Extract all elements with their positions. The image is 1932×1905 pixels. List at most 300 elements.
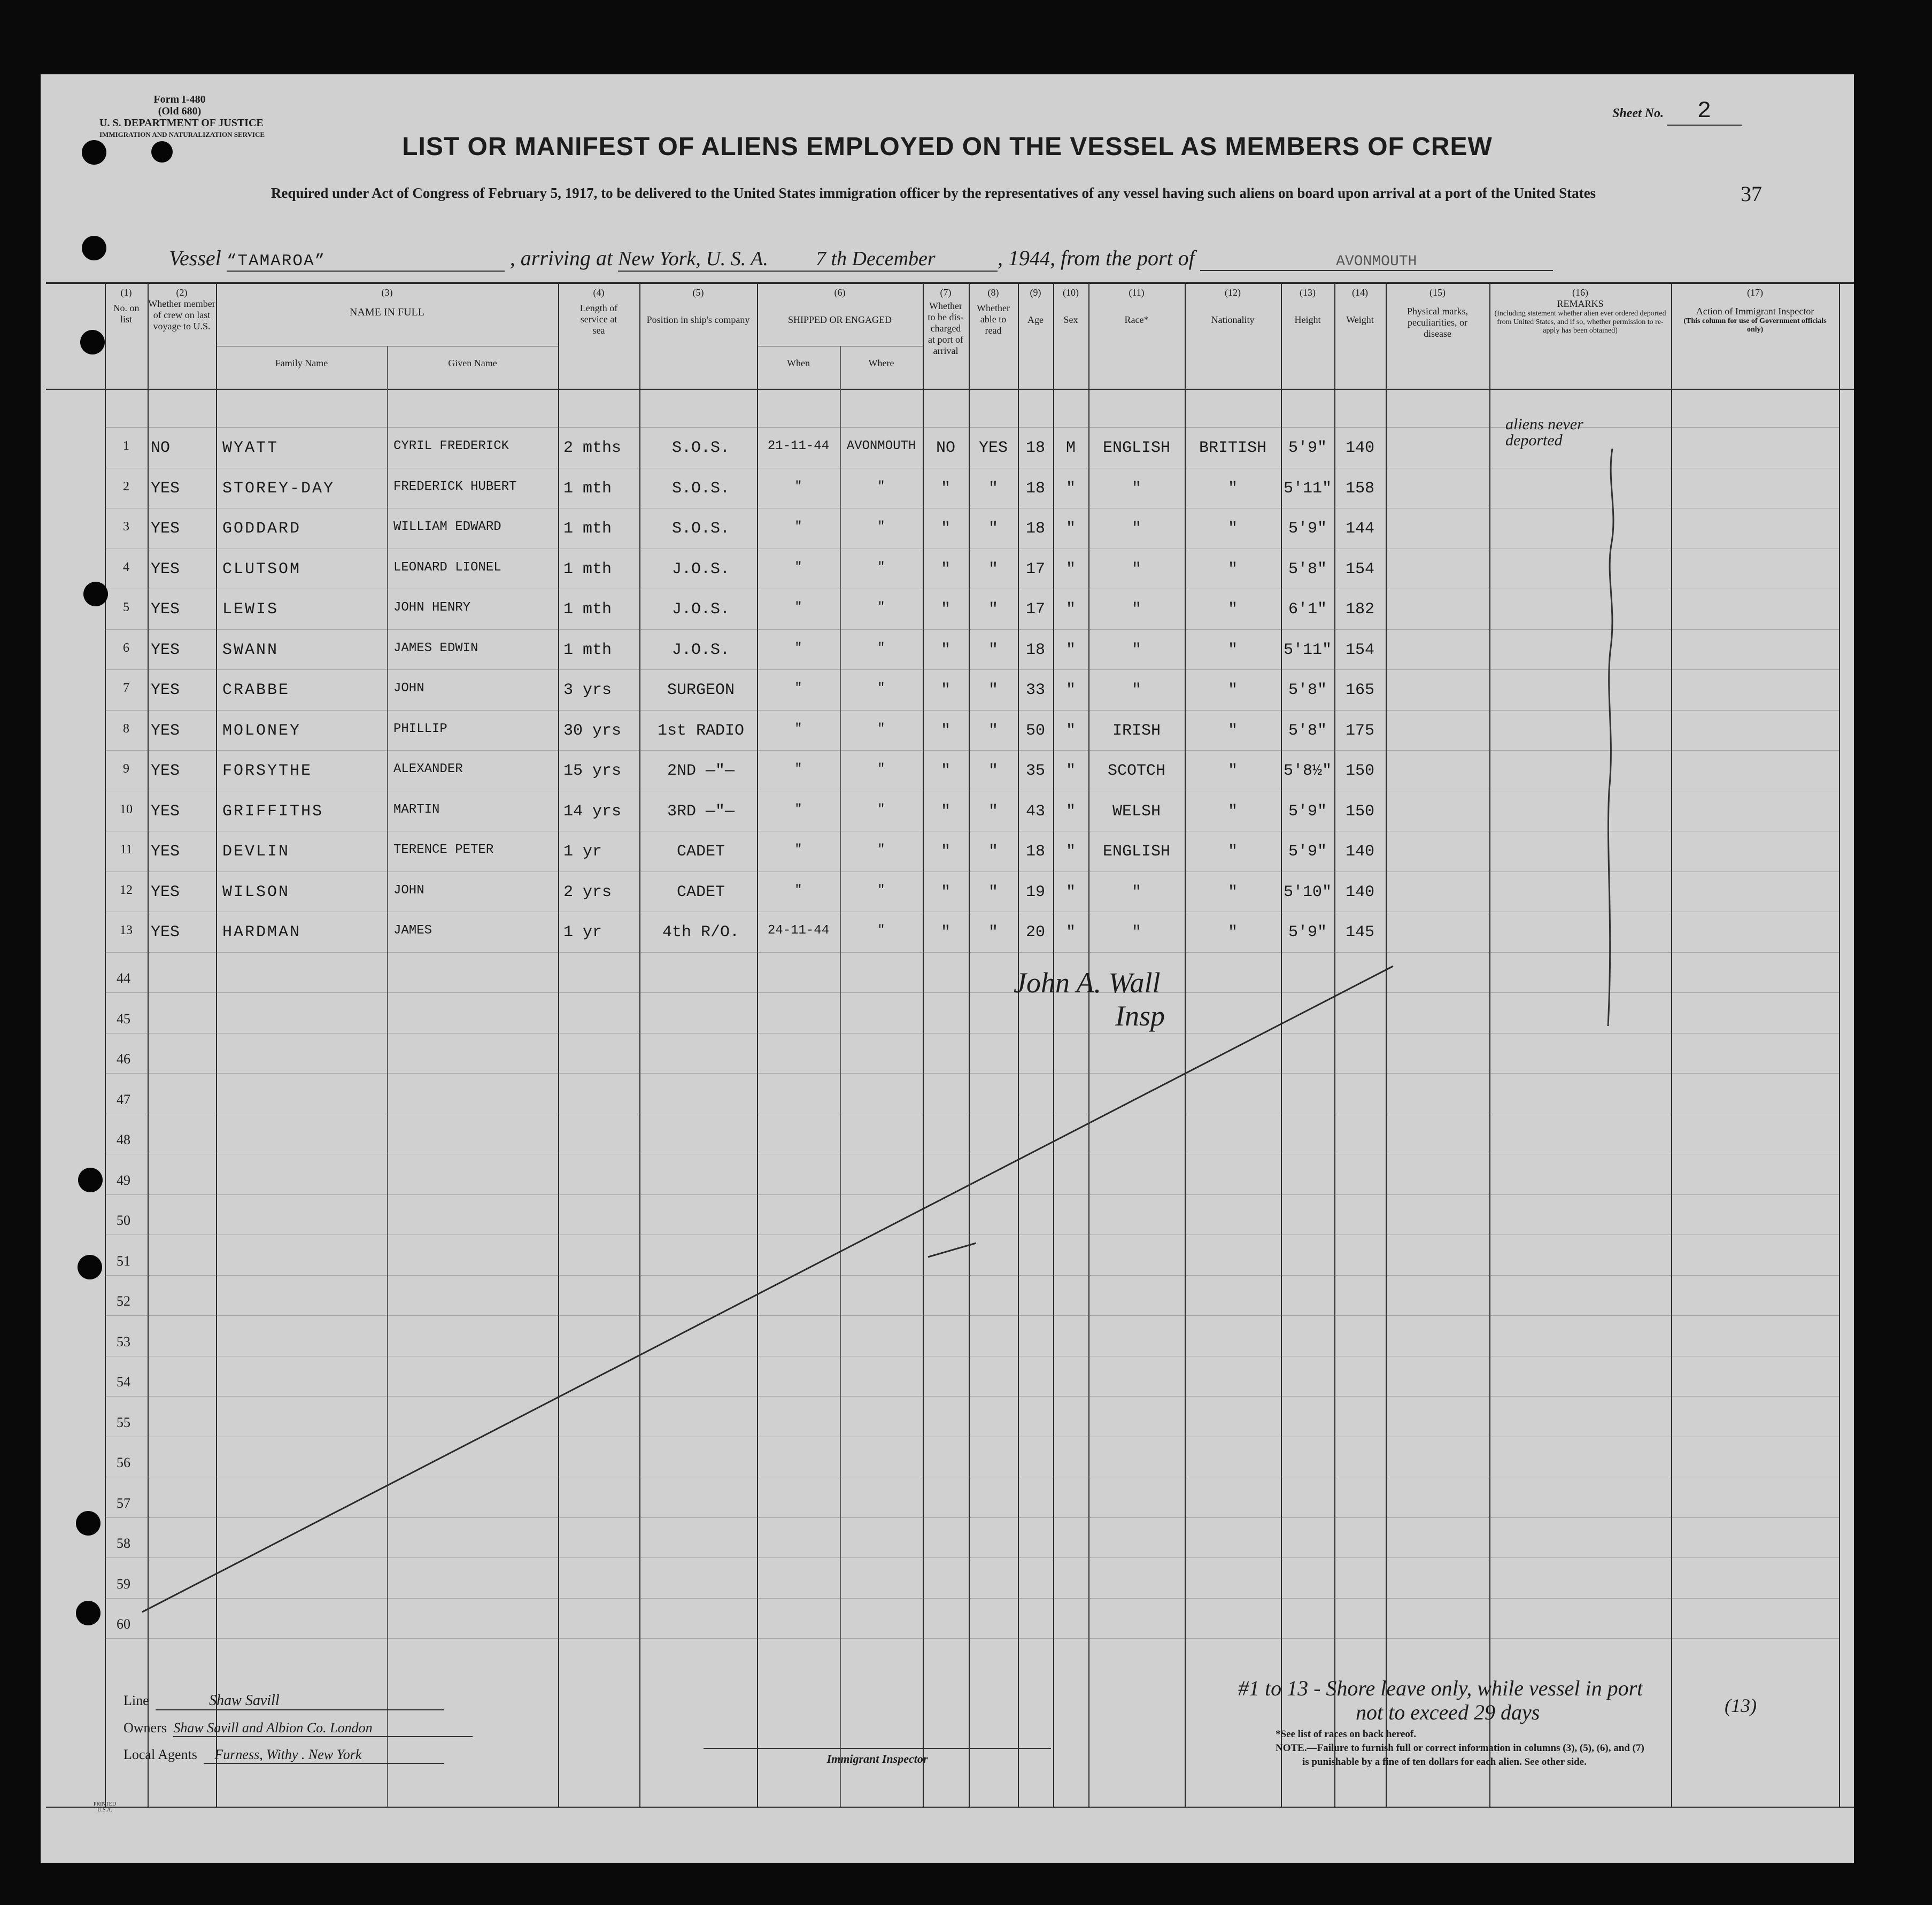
cell-height: 5'11" — [1283, 641, 1332, 659]
header-col13-num: (13) — [1300, 287, 1316, 298]
header-col14-num: (14) — [1352, 287, 1368, 298]
empty-row-number: 48 — [117, 1132, 130, 1147]
cell-prev: YES — [151, 722, 180, 740]
cell-discharge: NO — [936, 439, 955, 457]
cell-discharge: " — [940, 883, 950, 901]
cancel-line — [41, 74, 1854, 1863]
cell-age: 18 — [1025, 480, 1045, 498]
cell-family: STOREY-DAY — [222, 480, 335, 498]
cell-read: YES — [978, 439, 1008, 457]
cell-no: 13 — [120, 923, 133, 937]
cell-read: " — [988, 722, 998, 740]
shore-leave-count: (13) — [1725, 1695, 1757, 1716]
empty-row-number: 45 — [117, 1011, 130, 1027]
punch-hole — [151, 141, 173, 163]
cell-read: " — [988, 520, 998, 538]
cell-family: DEVLIN — [222, 843, 290, 861]
cell-position: CADET — [676, 843, 725, 861]
header-col11-num: (11) — [1129, 287, 1145, 298]
cell-age: 33 — [1025, 681, 1045, 699]
header-col1-label: No. on list — [113, 303, 140, 325]
cell-height: 5'8½" — [1283, 762, 1332, 780]
header-col10-num: (10) — [1063, 287, 1079, 298]
agents-value: Furness, Withy . New York — [204, 1747, 444, 1764]
cell-prev: YES — [151, 923, 180, 942]
cell-height: 5'8" — [1288, 681, 1327, 699]
cell-family: HARDMAN — [222, 923, 302, 942]
cell-when: " — [794, 641, 802, 655]
cell-nationality: " — [1227, 681, 1238, 699]
form-service: IMMIGRATION AND NATURALIZATION SERVICE — [99, 130, 265, 138]
vessel-label: Vessel — [169, 246, 221, 270]
cell-weight: 158 — [1345, 480, 1374, 498]
empty-row-number: 47 — [117, 1092, 130, 1107]
cell-weight: 140 — [1345, 439, 1374, 457]
cell-family: FORSYTHE — [222, 762, 313, 780]
cell-nationality: " — [1227, 803, 1238, 821]
cell-sex: " — [1065, 883, 1076, 901]
year-prefix: , 19 — [998, 246, 1030, 270]
cell-weight: 140 — [1345, 883, 1374, 901]
cell-height: 5'9" — [1288, 439, 1327, 457]
cell-read: " — [988, 600, 998, 619]
empty-row-number: 49 — [117, 1173, 130, 1188]
cell-nationality: " — [1227, 923, 1238, 942]
cell-discharge: " — [940, 560, 950, 579]
cell-when: 21-11-44 — [767, 439, 830, 453]
cell-service: 1 yr — [563, 843, 602, 861]
cell-position: J.O.S. — [671, 641, 730, 659]
cell-position: CADET — [676, 883, 725, 901]
cell-where: " — [877, 923, 885, 938]
cell-height: 5'11" — [1283, 480, 1332, 498]
arriving-date: 7 th December — [800, 247, 998, 272]
cell-where: AVONMOUTH — [846, 439, 916, 453]
cell-given: TERENCE PETER — [393, 843, 494, 857]
cell-discharge: " — [940, 762, 950, 780]
cell-sex: " — [1065, 722, 1076, 740]
cell-nationality: " — [1227, 722, 1238, 740]
cell-family: SWANN — [222, 641, 279, 659]
cell-weight: 145 — [1345, 923, 1374, 942]
cell-when: " — [794, 883, 802, 898]
header-col15-num: (15) — [1429, 287, 1446, 298]
cell-sex: " — [1065, 681, 1076, 699]
cell-where: " — [877, 762, 885, 776]
cell-nationality: " — [1227, 480, 1238, 498]
header-col17-label: Action of Immigrant Inspector — [1696, 306, 1814, 317]
empty-row-number: 58 — [117, 1536, 130, 1551]
cell-when: 24-11-44 — [767, 923, 830, 938]
cell-service: 30 yrs — [563, 722, 622, 740]
empty-row-number: 55 — [117, 1415, 130, 1430]
punch-hole — [78, 1255, 102, 1279]
cell-service: 2 mths — [563, 439, 622, 457]
header-col5-label: Position in ship's company — [646, 314, 750, 325]
agents-label: Local Agents — [123, 1747, 197, 1762]
cell-service: 2 yrs — [563, 883, 612, 901]
from-port: AVONMOUTH — [1200, 253, 1553, 271]
footer-agents — [123, 1747, 444, 1764]
header-col8-num: (8) — [987, 287, 999, 298]
header-col17-num: (17) — [1747, 287, 1763, 298]
header-col6-label: SHIPPED OR ENGAGED — [787, 314, 892, 325]
empty-row-number: 52 — [117, 1293, 130, 1309]
cell-where: " — [877, 883, 885, 898]
cell-given: CYRIL FREDERICK — [393, 439, 509, 453]
cell-no: 11 — [120, 843, 133, 857]
cell-when: " — [794, 803, 802, 817]
cell-given: WILLIAM EDWARD — [393, 520, 501, 534]
penalty-note-2: is punishable by a fine of ten dollars for each alien. See other side. — [1302, 1756, 1587, 1768]
cell-family: MOLONEY — [222, 722, 302, 740]
header-col6b: Where — [868, 358, 894, 368]
punch-hole — [82, 140, 106, 165]
cell-no: 4 — [123, 560, 129, 574]
requirement-text: Required under Act of Congress of February 5, 1917, to be delivered to the United States immigration officer by the representatives of any vessel having such aliens on board upon arrival at a port of the United States — [271, 185, 1596, 201]
cell-service: 1 mth — [563, 600, 612, 619]
cell-when: " — [794, 843, 802, 857]
header-col16-label: REMARKS — [1557, 298, 1604, 309]
cell-prev: YES — [151, 883, 180, 901]
cell-where: " — [877, 600, 885, 615]
cell-family: WYATT — [222, 439, 279, 457]
cell-where: " — [877, 803, 885, 817]
remarks-note: aliens never deported — [1505, 415, 1583, 449]
cell-height: 6'1" — [1288, 600, 1327, 619]
cell-weight: 154 — [1345, 560, 1374, 579]
inspector-signature: John A. Wall — [1014, 967, 1161, 999]
owners-label: Owners — [123, 1720, 167, 1736]
cell-where: " — [877, 722, 885, 736]
cell-service: 1 yr — [563, 923, 602, 942]
cell-position: J.O.S. — [671, 560, 730, 579]
cell-weight: 144 — [1345, 520, 1374, 538]
see-list-note: *See list of races on back hereof. — [1276, 1729, 1416, 1740]
manifest-sheet — [41, 74, 1854, 1863]
cell-discharge: " — [940, 803, 950, 821]
empty-row-number: 59 — [117, 1576, 130, 1592]
cell-position: 1st RADIO — [657, 722, 745, 740]
cell-read: " — [988, 883, 998, 901]
cell-where: " — [877, 480, 885, 494]
empty-row-number: 50 — [117, 1213, 130, 1228]
cell-prev: NO — [151, 439, 171, 457]
header-col3a: Family Name — [275, 358, 328, 368]
cell-service: 1 mth — [563, 520, 612, 538]
cell-position: S.O.S. — [671, 439, 730, 457]
cell-weight: 150 — [1345, 803, 1374, 821]
cell-given: JAMES EDWIN — [393, 641, 478, 655]
cell-sex: " — [1065, 520, 1076, 538]
cell-weight: 175 — [1345, 722, 1374, 740]
header-col16-sub: (Including statement whether alien ever ordered deported from United States, and if so, whether permission to re-apply has been obtained) — [1494, 310, 1666, 335]
cell-discharge: " — [940, 480, 950, 498]
cell-when: " — [794, 762, 802, 776]
cell-when: " — [794, 681, 802, 696]
cell-given: LEONARD LIONEL — [393, 560, 501, 575]
cell-given: FREDERICK HUBERT — [393, 480, 517, 494]
cell-read: " — [988, 641, 998, 659]
cell-prev: YES — [151, 681, 180, 699]
cell-nationality: " — [1227, 762, 1238, 780]
cell-race: WELSH — [1112, 803, 1161, 821]
cell-prev: YES — [151, 480, 180, 498]
punch-hole — [80, 330, 105, 354]
cell-age: 19 — [1025, 883, 1045, 901]
cell-race: " — [1131, 600, 1141, 619]
header-col3b: Given Name — [448, 358, 497, 368]
cell-race: " — [1131, 883, 1141, 901]
cell-height: 5'9" — [1288, 520, 1327, 538]
cell-height: 5'8" — [1288, 722, 1327, 740]
empty-row-number: 56 — [117, 1455, 130, 1470]
shore-leave-note: #1 to 13 - Shore leave only, while vessel in port — [1238, 1676, 1643, 1700]
cell-family: WILSON — [222, 883, 290, 901]
cell-race: IRISH — [1112, 722, 1161, 740]
cell-nationality: " — [1227, 641, 1238, 659]
cell-sex: M — [1065, 439, 1076, 457]
header-col1-num: (1) — [120, 287, 132, 298]
footer-owners — [123, 1720, 473, 1737]
cell-race: " — [1131, 480, 1141, 498]
cell-height: 5'10" — [1283, 883, 1332, 901]
cell-when: " — [794, 480, 802, 494]
cell-position: S.O.S. — [671, 520, 730, 538]
cell-age: 20 — [1025, 923, 1045, 942]
from-label: , from the port of — [1050, 246, 1195, 270]
cell-read: " — [988, 560, 998, 579]
year-value: 44 — [1030, 248, 1050, 270]
cell-prev: YES — [151, 641, 180, 659]
cell-read: " — [988, 480, 998, 498]
cell-sex: " — [1065, 480, 1076, 498]
cell-weight: 150 — [1345, 762, 1374, 780]
cell-position: 4th R/O. — [662, 923, 740, 942]
cell-nationality: " — [1227, 843, 1238, 861]
cell-age: 18 — [1025, 843, 1045, 861]
cell-service: 1 mth — [563, 641, 612, 659]
cell-given: JOHN — [393, 681, 424, 696]
vessel-name-value: TAMAROA — [237, 252, 315, 271]
punch-hole — [76, 1511, 101, 1536]
cell-given: JOHN — [393, 883, 424, 898]
cell-age: 17 — [1025, 560, 1045, 579]
cell-discharge: " — [940, 681, 950, 699]
cell-prev: YES — [151, 520, 180, 538]
cell-position: 3RD —"— — [667, 803, 735, 821]
cell-where: " — [877, 560, 885, 575]
punch-hole — [83, 582, 108, 606]
cell-nationality: " — [1227, 600, 1238, 619]
cell-sex: " — [1065, 762, 1076, 780]
header-col8-label: Whether able to read — [977, 303, 1010, 336]
cell-age: 43 — [1025, 803, 1045, 821]
cell-read: " — [988, 681, 998, 699]
cell-where: " — [877, 520, 885, 534]
empty-row-number: 53 — [117, 1334, 130, 1349]
inspector-label: Immigrant Inspector — [826, 1752, 928, 1765]
page-stamp: 37 — [1741, 182, 1762, 206]
cell-nationality: " — [1227, 560, 1238, 579]
header-col9-label: Age — [1027, 314, 1044, 325]
cell-weight: 140 — [1345, 843, 1374, 861]
penalty-note: NOTE.—Failure to furnish full or correct information in columns (3), (5), (6), and (7) — [1276, 1742, 1644, 1754]
cell-family: GODDARD — [222, 520, 302, 538]
cell-race: " — [1131, 560, 1141, 579]
sheet-label: Sheet No. — [1612, 106, 1664, 120]
cell-prev: YES — [151, 843, 180, 861]
cell-weight: 154 — [1345, 641, 1374, 659]
cell-no: 5 — [123, 600, 129, 614]
header-col10-label: Sex — [1063, 314, 1078, 325]
cell-when: " — [794, 560, 802, 575]
cell-race: " — [1131, 681, 1141, 699]
header-col14-label: Weight — [1346, 314, 1374, 325]
cell-discharge: " — [940, 722, 950, 740]
empty-row-number: 51 — [117, 1253, 130, 1269]
cell-position: S.O.S. — [671, 480, 730, 498]
cell-discharge: " — [940, 843, 950, 861]
cell-sex: " — [1065, 641, 1076, 659]
cell-service: 1 mth — [563, 480, 612, 498]
cell-height: 5'9" — [1288, 803, 1327, 821]
cell-sex: " — [1065, 560, 1076, 579]
form-dept: U. S. DEPARTMENT OF JUSTICE — [99, 117, 264, 129]
header-col16-num: (16) — [1572, 287, 1588, 298]
owners-value: Shaw Savill and Albion Co. London — [173, 1720, 473, 1737]
cell-height: 5'8" — [1288, 560, 1327, 579]
cell-service: 3 yrs — [563, 681, 612, 699]
cell-height: 5'9" — [1288, 843, 1327, 861]
vessel-name: “TAMAROA” — [227, 252, 505, 272]
header-col6-num: (6) — [834, 287, 846, 298]
cell-given: PHILLIP — [393, 722, 447, 736]
line-label: Line — [123, 1693, 149, 1708]
punch-hole — [76, 1601, 101, 1625]
header-col9-num: (9) — [1030, 287, 1041, 298]
cell-weight: 165 — [1345, 681, 1374, 699]
empty-row-number: 60 — [117, 1616, 130, 1632]
cell-service: 15 yrs — [563, 762, 622, 780]
cell-age: 18 — [1025, 641, 1045, 659]
cell-where: " — [877, 681, 885, 696]
cell-height: 5'9" — [1288, 923, 1327, 942]
cell-service: 14 yrs — [563, 803, 622, 821]
cell-where: " — [877, 641, 885, 655]
header-col13-label: Height — [1294, 314, 1321, 325]
cell-family: GRIFFITHS — [222, 803, 324, 821]
header-col17-sub: (This column for use of Government officials only) — [1683, 317, 1827, 334]
form-number: Form I-480 — [153, 94, 206, 105]
cell-discharge: " — [940, 520, 950, 538]
arriving-place: New York, U. S. A. — [618, 247, 800, 272]
cell-discharge: " — [940, 641, 950, 659]
inspector-sign-line — [704, 1748, 1051, 1766]
cell-given: ALEXANDER — [393, 762, 463, 776]
cell-service: 1 mth — [563, 560, 612, 579]
header-col2-num: (2) — [176, 287, 188, 298]
header-col4-label: Length of service at sea — [579, 303, 618, 336]
arriving-label: , arriving at — [509, 246, 613, 270]
cell-age: 18 — [1025, 439, 1045, 457]
cell-nationality: BRITISH — [1199, 439, 1267, 457]
cell-read: " — [988, 803, 998, 821]
cell-race: SCOTCH — [1107, 762, 1166, 780]
shore-leave-note-2: not to exceed 29 days — [1356, 1700, 1540, 1724]
cell-family: LEWIS — [222, 600, 279, 619]
cell-age: 50 — [1025, 722, 1045, 740]
cell-sex: " — [1065, 843, 1076, 861]
empty-row-number: 57 — [117, 1495, 130, 1511]
cell-given: MARTIN — [393, 803, 440, 817]
cell-position: J.O.S. — [671, 600, 730, 619]
cell-discharge: " — [940, 600, 950, 619]
header-col2-label: Whether member of crew on last voyage to U.S. — [148, 298, 215, 331]
cell-no: 3 — [123, 520, 129, 534]
header-col12-num: (12) — [1225, 287, 1241, 298]
cell-given: JOHN HENRY — [393, 600, 471, 615]
punch-hole — [78, 1168, 103, 1192]
line-value: Shaw Savill — [156, 1692, 444, 1710]
empty-row-number: 54 — [117, 1374, 130, 1390]
header-col7-label: Whether to be dis-charged at port of arrival — [928, 300, 964, 356]
header-col7-num: (7) — [940, 287, 952, 298]
printed-mark: PRINTED U.S.A. — [93, 1801, 117, 1813]
cell-nationality: " — [1227, 883, 1238, 901]
cell-race: " — [1131, 520, 1141, 538]
empty-row-number: 44 — [117, 970, 130, 986]
cell-when: " — [794, 722, 802, 736]
cell-when: " — [794, 600, 802, 615]
cell-race: " — [1131, 641, 1141, 659]
cell-position: 2ND —"— — [667, 762, 735, 780]
header-col6a: When — [787, 358, 810, 368]
header-col3-num: (3) — [381, 287, 393, 298]
cell-nationality: " — [1227, 520, 1238, 538]
cell-prev: YES — [151, 762, 180, 780]
cell-discharge: " — [940, 923, 950, 942]
header-col5-num: (5) — [692, 287, 704, 298]
cell-read: " — [988, 843, 998, 861]
cell-given: JAMES — [393, 923, 432, 938]
cell-no: 1 — [123, 439, 129, 453]
cell-when: " — [794, 520, 802, 534]
cell-age: 18 — [1025, 520, 1045, 538]
inspector-title: Insp — [1115, 1000, 1165, 1032]
header-col4-num: (4) — [593, 287, 605, 298]
cell-prev: YES — [151, 803, 180, 821]
cell-no: 2 — [123, 480, 129, 493]
punch-hole — [82, 236, 106, 260]
cell-sex: " — [1065, 923, 1076, 942]
empty-row-number: 46 — [117, 1051, 130, 1067]
page-title: LIST OR MANIFEST OF ALIENS EMPLOYED ON THE VESSEL AS MEMBERS OF CREW — [402, 133, 1493, 161]
cell-family: CLUTSOM — [222, 560, 302, 579]
cell-no: 8 — [123, 722, 129, 736]
header-col3-label: NAME IN FULL — [350, 306, 424, 318]
cell-race: ENGLISH — [1102, 843, 1171, 861]
cell-prev: YES — [151, 560, 180, 579]
cell-no: 6 — [123, 641, 129, 655]
footer-line — [123, 1692, 444, 1710]
header-col12-label: Nationality — [1211, 314, 1255, 325]
cell-race: ENGLISH — [1102, 439, 1171, 457]
header-col11-label: Race* — [1124, 314, 1149, 325]
cell-no: 9 — [123, 762, 129, 776]
cell-sex: " — [1065, 600, 1076, 619]
cell-where: " — [877, 843, 885, 857]
